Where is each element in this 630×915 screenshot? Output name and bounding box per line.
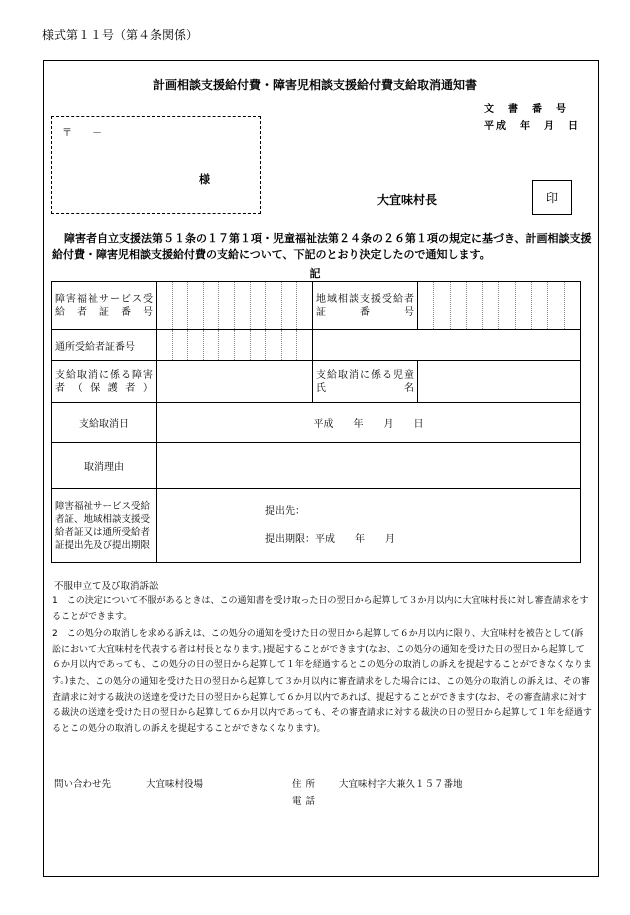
day-cert-number xyxy=(157,330,313,361)
postal-mark: 〒 － xyxy=(62,128,102,139)
date-label: 平成 年 月 日 xyxy=(484,121,580,132)
doc-number-label: 文 書 番 号 xyxy=(484,104,568,115)
reason-value xyxy=(157,443,581,489)
appeal-heading: 不服申立て及び取消訴訟 xyxy=(54,581,159,592)
person-value xyxy=(157,361,313,403)
appeal-item-1: 1 この決定について不服があるときは、この通知書を受け取った日の翌日から起算して３か月以内に大宜味村長に対し審査請求をすることができます。 xyxy=(52,596,589,622)
seal-box: 印 xyxy=(532,180,572,215)
day-cert-label: 通所受給者証番号 xyxy=(52,330,157,361)
address-value: 大宜味村字大兼久１５７番地 xyxy=(339,779,463,790)
consult-cert-number xyxy=(418,282,581,330)
consult-cert-label: 地域相談支援受給者証番号 xyxy=(313,282,418,330)
contact-label: 問い合わせ先 xyxy=(54,779,112,790)
cancel-date-label: 支給取消日 xyxy=(52,403,157,443)
contact-office: 大宜味村役場 xyxy=(146,779,204,790)
person-label: 支給取消に係る障害者（保護者） xyxy=(52,361,157,403)
tel-label: 電話 xyxy=(292,796,320,807)
body-text: 障害者自立支援法第５１条の１７第１項・児童福祉法第２４条の２６第１項の規定に基づき、計画相談支援給付費・障害児相談支援給付費の支給について、下記のとおり決定したので通知します。 xyxy=(52,232,592,261)
reason-label: 取消理由 xyxy=(52,443,157,489)
child-value xyxy=(418,361,581,403)
detail-table xyxy=(51,281,581,563)
ki-mark: 記 xyxy=(309,267,321,280)
day-cert-empty xyxy=(313,330,581,361)
submit-value xyxy=(157,489,581,563)
child-label: 支給取消に係る児童氏名 xyxy=(313,361,418,403)
submit-deadline: 提出期限：平成 年 月 xyxy=(265,533,395,545)
form-number: 様式第１１号（第４条関係） xyxy=(42,28,199,42)
cancel-date-value: 平成 年 月 日 xyxy=(157,403,581,443)
submit-label: 障害福祉サービス受給者証、地域相談支援受給者証又は通所受給者証提出先及び提出期限 xyxy=(52,489,157,563)
submit-to: 提出先： xyxy=(265,505,305,517)
document-title: 計画相談支援給付費・障害児相談支援給付費支給取消通知書 xyxy=(152,78,477,92)
honorific: 様 xyxy=(199,173,210,186)
issuer-name: 大宜味村長 xyxy=(377,193,438,207)
address-label: 住所 xyxy=(292,779,320,790)
appeal-item-2: 2 この処分の取消しを求める訴えは、この処分の通知を受けた日の翌日から起算して６か月以内に限り、大宜味村を被告として(訴訟において大宜味村を代表する者は村長となります。)提起することができます(なお、この処分の通知を受けた日の翌日から起算して６か月以内であっても、この処分の日の翌日から起算して１年を経過するとこの処分の取消しの訴えを提起することができなくなります。) xyxy=(52,629,592,686)
appeal-item-3: また、この処分の通知を受けた日の翌日から起算して３か月以内に審査請求をした場合には、この処分の取消しの訴えは、その審査請求に対する裁決の送達を受けた日の翌日から起算して６か月以内であれば、提起することができます(なお、その審査請求に対する裁決の送達を受けた日の翌日から起算して６か月以内であっても、その審査請求に対する裁決の日の翌日から起算して１年を経過するとこの処分の取消しの訴えを提起することができなくなります)。 xyxy=(52,677,592,734)
service-cert-number xyxy=(157,282,313,330)
service-cert-label: 障害福祉サービス受給者証番号 xyxy=(52,282,157,330)
